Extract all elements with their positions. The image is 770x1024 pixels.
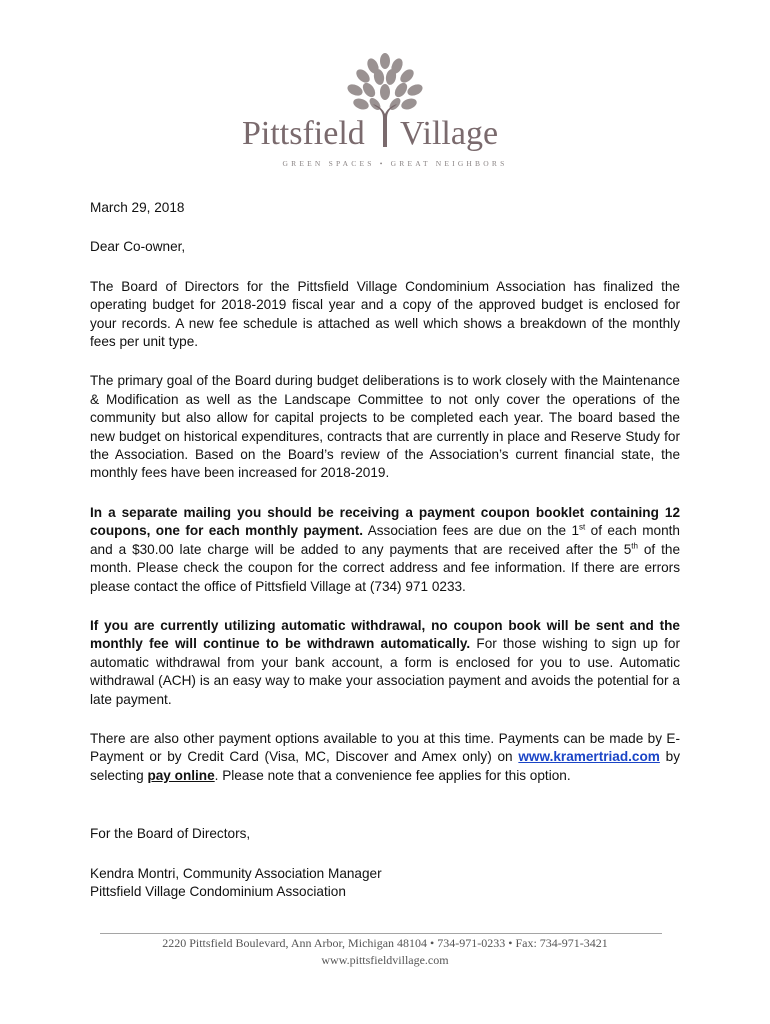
autopay-notice-bold: If you are currently utilizing automatic withdrawal, no coupon book will be sent and the monthly fee will continue to be withdrawn automatically. [90, 617, 680, 652]
paragraph-coupons: In a separate mailing you should be receiving a payment coupon booklet containing 12 coupons, one for each monthly payment. Association fees are due on the 1st of each month and a $30.00 late charge will be added to any payments that are received after the 5th of the month. Please check the coupon for the correct address and fee information. If there are errors please contact the office of Pittsfield Village at (734) 971 0233. [90, 504, 680, 594]
letter-body [90, 199, 680, 901]
signer-organization: Pittsfield Village Condominium Association [90, 883, 346, 899]
paragraph-budget: The Board of Directors for the Pittsfield Village Condominium Association has finalized the operating budget for 2018-2019 fiscal year and a copy of the approved budget is enclosed for your records. A new fee schedule is attached as well which shows a breakdown of the monthly fees per unit type. [90, 278, 680, 350]
letter-date: March 29, 2018 [90, 200, 185, 215]
letter-closing: For the Board of Directors, [90, 826, 251, 842]
signer-name: Kendra Montri, Community Association Manager [90, 865, 382, 881]
footer-divider [100, 933, 662, 934]
kramertriad-link[interactable]: www.kramertriad.com [518, 749, 660, 765]
paragraph-goals: The primary goal of the Board during budget deliberations is to work closely with the Maintenance & Modification as well as the Landscape Committee to not only cover the operations of the community but also allow for capital projects to be completed each year. The board based the new budget on historical expenditures, contracts that are currently in place and Reserve Study for the Association. Based on the Board’s review of the Association’s current financial state, the monthly fees have been increased for 2018-2019. [90, 373, 680, 481]
paragraph-payment-options: There are also other payment options available to you at this time. Payments can be made by E-Payment or by Credit Card (Visa, MC, Discover and Amex only) on www.kramertriad.com by selecting pay online. Please note that a convenience fee applies for this option. [90, 730, 680, 783]
letter-salutation: Dear Co-owner, [90, 239, 186, 255]
brand-tagline: GREEN SPACES • GREAT NEIGHBORS [282, 159, 508, 168]
paragraph-autopay: If you are currently utilizing automatic withdrawal, no coupon book will be sent and the monthly fee will continue to be withdrawn automatically. For those wishing to sign up for automatic withdrawal from your bank account, a form is enclosed for you to use. Automatic withdrawal (ACH) is an easy way to make your association payment and avoids the potential for a late payment. [90, 617, 680, 707]
footer-website: www.pittsfieldvillage.com [321, 953, 449, 967]
coupon-notice-bold: In a separate mailing you should be receiving a payment coupon booklet containing 12 coupons, one for each monthly payment. [90, 504, 680, 539]
pay-online-text: pay online [147, 767, 215, 783]
letterhead-logo [0, 52, 770, 172]
brand-name-left: Pittsfield [242, 115, 365, 152]
brand-name-right: Village [400, 115, 499, 152]
footer-address: 2220 Pittsfield Boulevard, Ann Arbor, Michigan 48104 • 734-971-0233 • Fax: 734-971-3421 [162, 936, 608, 950]
